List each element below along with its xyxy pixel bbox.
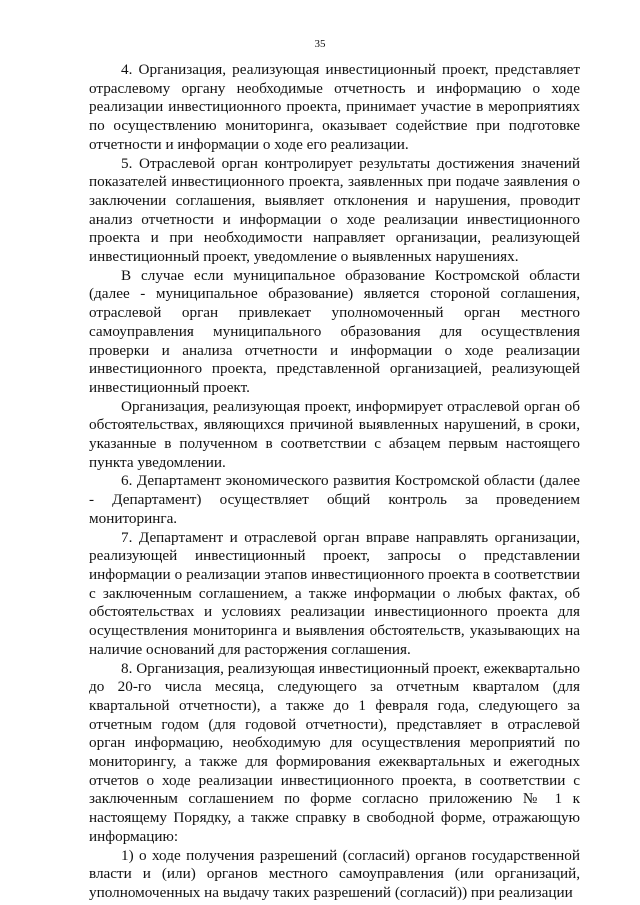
paragraph-subitem-1: 1) о ходе получения разрешений (согласий) органов государственной власти и (или) органов местного самоуправления (или организаций, уполномоченных на выдачу таких разрешений (согласий)) при реализации [89, 846, 580, 901]
document-body [89, 61, 580, 903]
page-number: 35 [314, 38, 326, 50]
paragraph-item-4: 4. Организация, реализующая инвестиционный проект, представляет отраслевому органу необходимые отчетность и информацию о ходе реализации инвестиционного проекта, принимает участие в мероприятиях по осуществлению мониторинга, оказывает содействие при подготовке отчетности и информации о ходе его реализации. [89, 61, 580, 153]
paragraph-item-8: 8. Организация, реализующая инвестиционный проект, ежеквартально до 20-го числа месяца, следующего за отчетным кварталом (для квартальной отчетности), а также до 1 февраля года, следующего за отчетным годом (для годовой отчетности), представляет в отраслевой орган информацию, необходимую для осуществления мероприятий по мониторингу, а также для формирования ежеквартальных и ежегодных отчетов о ходе реализации инвестиционного проекта, в соответствии с заключенным соглашением по форме согласно приложению № 1 к настоящему Порядку, а также справку в свободной форме, отражающую информацию: [89, 659, 580, 845]
paragraph-item-6: 6. Департамент экономического развития Костромской области (далее - Департамент) осуществляет общий контроль за проведением мониторинга. [89, 472, 580, 527]
paragraph-municipal-participation: В случае если муниципальное образование Костромской области (далее - муниципальное образование) является стороной соглашения, отраслевой орган привлекает уполномоченный орган местного самоуправления муниципального образования для осуществления проверки и анализа отчетности и информации о ходе реализации инвестиционного проекта, представленной организацией, реализующей инвестиционный проект. [89, 266, 580, 396]
paragraph-organization-informs: Организация, реализующая проект, информирует отраслевой орган об обстоятельствах, являющихся причиной выявленных нарушений, в сроки, указанные в полученном в соответствии с абзацем первым настоящего пункта уведомлении. [89, 397, 580, 471]
paragraph-item-7: 7. Департамент и отраслевой орган вправе направлять организации, реализующей инвестиционный проект, запросы о представлении информации о реализации этапов инвестиционного проекта в соответствии с заключенным соглашением, а также информации о любых фактах, об обстоятельствах и условиях реализации инвестиционного проекта для осуществления мониторинга и выявления обстоятельств, указывающих на наличие оснований для расторжения соглашения. [89, 528, 580, 658]
paragraph-item-5: 5. Отраслевой орган контролирует результаты достижения значений показателей инвестиционного проекта, заявленных при подаче заявления о заключении соглашения, выявляет отклонения и нарушения, проводит анализ отчетности и информации о ходе реализации инвестиционного проекта и при необходимости направляет организации, реализующей инвестиционный проект, уведомление о выявленных нарушениях. [89, 154, 580, 266]
